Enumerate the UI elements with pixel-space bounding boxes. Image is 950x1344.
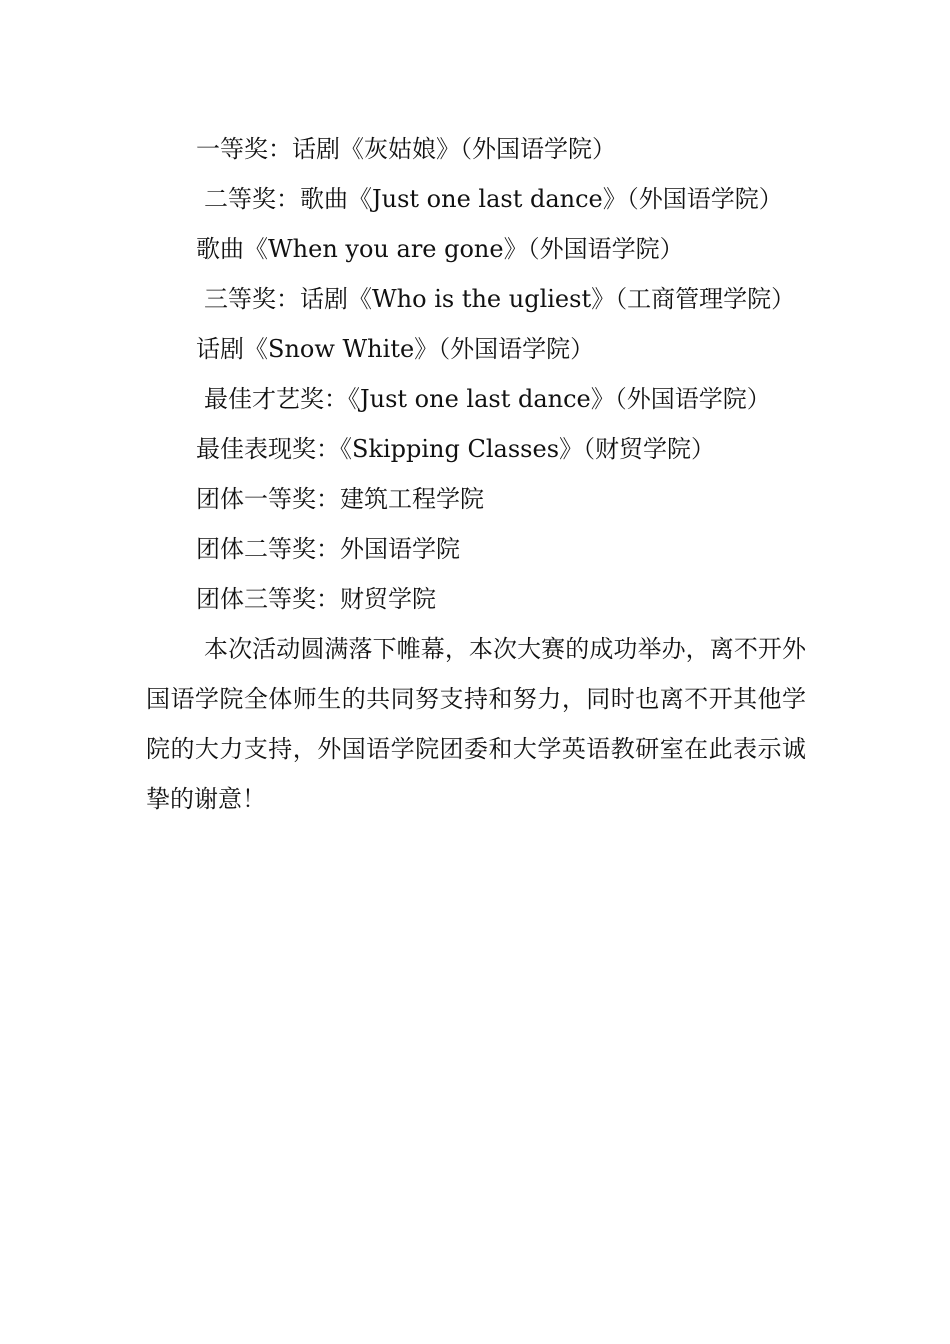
closing-paragraph: 本次活动圆满落下帷幕，本次大赛的成功举办，离不开外国语学院全体师生的共同努支持和努力，同时也离不开其他学院的大力支持，外国语学院团委和大学英语教研室在此表示诚挚的谢意！ <box>146 635 806 813</box>
award-team-first: 团体一等奖：建筑工程学院 <box>196 485 484 513</box>
award-team-second: 团体二等奖：外国语学院 <box>196 535 460 563</box>
award-best-talent: 最佳才艺奖：《Just one last dance》（外国语学院） <box>204 385 771 413</box>
award-first-prize: 一等奖：话剧《灰姑娘》（外国语学院） <box>196 135 616 163</box>
document-body <box>146 124 806 824</box>
award-third-prize: 三等奖：话剧《Who is the ugliest》（工商管理学院） <box>204 285 796 313</box>
award-team-third: 团体三等奖：财贸学院 <box>196 585 436 613</box>
award-second-prize-2: 歌曲《When you are gone》（外国语学院） <box>196 235 684 263</box>
award-third-prize-2: 话剧《Snow White》（外国语学院） <box>196 335 595 363</box>
award-best-performance: 最佳表现奖：《Skipping Classes》（财贸学院） <box>196 435 716 463</box>
award-second-prize: 二等奖：歌曲《Just one last dance》（外国语学院） <box>204 185 783 213</box>
